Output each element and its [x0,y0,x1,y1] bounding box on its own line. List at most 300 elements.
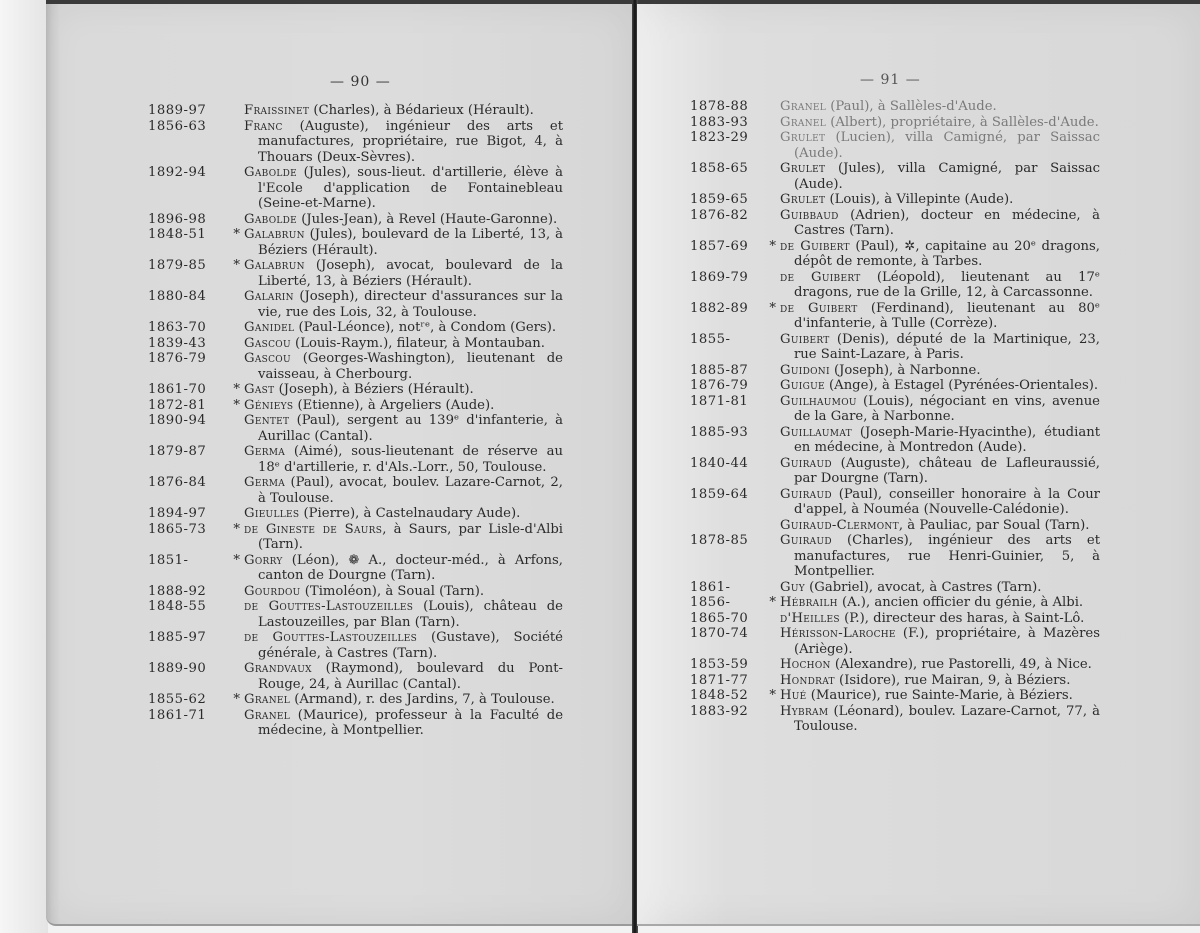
surname: Franc [244,118,283,134]
deceased-star-marker [218,708,244,739]
directory-entry [148,119,563,166]
entry-details: (Charles), ingénieur des arts et manufactures, rue Henri-Guinier, 5, à Montpellier. [794,533,1100,579]
directory-entry [690,394,1100,425]
scan-background [0,0,48,933]
entry-text [244,212,563,228]
deceased-star-marker [754,657,780,673]
directory-entry [148,227,563,258]
surname: Guibbaud [780,207,839,223]
entry-details: (Jules), villa Camigné, par Saissac (Aude). [794,161,1100,192]
entry-text [244,522,563,553]
deceased-star-marker [754,518,780,534]
surname: Gascou [244,351,291,366]
surname: Germa [244,475,286,490]
entry-details: (Joseph), directeur d'assurances sur la vie, rue des Lois, 32, à Toulouse. [258,289,563,320]
deceased-star-marker [218,351,244,382]
entry-years: 1848-55 [148,599,207,614]
deceased-star-marker [754,673,780,689]
entry-details: (Louis), à Villepinte (Aude). [825,192,1014,207]
entry-text [780,518,1100,534]
surname: Guilhaumou [780,393,857,409]
entry-years: 1840-44 [690,455,749,471]
surname: Gieulles [244,506,300,521]
entry-details: (Joseph), à Béziers (Hérault). [274,382,474,397]
deceased-star-marker [218,444,244,475]
directory-entry [690,115,1100,131]
surname: Guibert [800,238,850,254]
surname: Gabolde [244,211,298,227]
directory-entry [690,192,1100,208]
deceased-star-marker [218,103,244,119]
directory-entry [148,351,563,382]
directory-entry [690,688,1100,704]
name-particle: d' [780,610,792,626]
entry-details: (Paul-Léonce), notʳᵉ, à Condom (Gers). [294,320,557,335]
entry-text [244,382,563,398]
entry-details: , à Pauliac, par Soual (Tarn). [898,517,1090,533]
entry-details: (Etienne), à Argeliers (Aude). [293,397,495,413]
deceased-star-marker [754,487,780,518]
entry-years: 1848-51 [148,227,207,242]
surname: Génieys [244,397,294,413]
entry-details: (Paul), ✲, capitaine au 20ᵉ dragons, dépôt de remonte, à Tarbes. [794,238,1100,269]
surname: Guibert [780,331,830,347]
entry-years: 1896-98 [148,211,207,227]
entry-years: 1855-62 [148,692,207,707]
surname: Gouttes-Lastouzeilles [268,599,414,614]
surname: Grulet [780,130,826,145]
directory-entry [690,456,1100,487]
entry-text [244,103,563,119]
directory-entry [148,692,563,708]
entry-text [244,289,563,320]
deceased-star-marker [218,506,244,522]
entry-text [780,363,1100,379]
entry-details: (Louis-Raym.), filateur, à Montauban. [290,335,545,351]
entry-details: (Isidore), rue Mairan, 9, à Béziers. [834,672,1071,688]
entry-text [780,208,1100,239]
entry-details: (Léopold), lieutenant au 17ᵉ dragons, rue de la Grille, 12, à Carcassonne. [794,269,1100,300]
deceased-star-marker: * [769,595,776,610]
surname: Gentet [244,413,290,428]
entry-details: (Jules), sous-lieut. d'artillerie, élève à l'Ecole d'application de Fontainebleau (Seine-et-Marne). [258,165,563,211]
entry-years: 1858-65 [690,161,749,176]
directory-entry [148,413,563,444]
entry-details: (Paul), conseiller honoraire à la Cour d'appel, à Nouméa (Nouvelle-Calédonie). [794,486,1100,517]
entry-details: (Paul), avocat, boulev. Lazare-Carnot, 2, à Toulouse. [258,475,563,506]
entry-details: (Joseph-Marie-Hyacinthe), étudiant en médecine, à Montredon (Aude). [794,424,1100,455]
entry-years: 1865-73 [148,521,207,537]
directory-entry [148,103,563,119]
entry-details: (F.), propriétaire, à Mazères (Ariège). [794,626,1100,657]
surname: Gorry [244,552,283,568]
surname: Hérisson-Laroche [780,626,896,641]
entry-details: , à Saurs, par Lisle-d'Albi (Tarn). [258,521,563,552]
entry-years: 1889-97 [148,103,207,118]
entry-text [780,130,1100,161]
directory-entry [690,673,1100,689]
directory-entry [690,626,1100,657]
surname: Guiraud [780,455,832,471]
deceased-star-marker [218,584,244,600]
entry-years: 1863-70 [148,320,207,335]
entry-years: 1876-79 [148,351,207,366]
deceased-star-marker [218,599,244,630]
entry-years: 1861- [690,579,731,595]
entry-text [244,553,563,584]
entry-years: 1892-94 [148,165,207,180]
surname: Guidoni [780,362,830,378]
surname: Galabrun [244,227,305,242]
surname: Ganidel [244,320,295,335]
entry-years: 1878-85 [690,533,749,548]
entry-details: (Charles), à Bédarieux (Hérault). [309,103,534,118]
deceased-star-marker [218,212,244,228]
entry-text [244,584,563,600]
deceased-star-marker [754,270,780,301]
directory-entry [148,506,563,522]
entry-years: 1848-52 [690,688,749,703]
entry-details: (Denis), député de la Martinique, 23, rue Saint-Lazare, à Paris. [794,331,1100,362]
deceased-star-marker [218,475,244,506]
entry-text [244,475,563,506]
directory-entry [690,378,1100,394]
directory-entry [148,165,563,212]
surname: Guigue [780,378,825,393]
entry-text [244,227,563,258]
entry-text [780,673,1100,689]
entry-years: 1879-87 [148,444,207,459]
deceased-star-marker [754,99,780,115]
entry-text [780,301,1100,332]
directory-entry [690,363,1100,379]
entry-details: (Gabriel), avocat, à Castres (Tarn). [804,579,1042,595]
entry-details: (Louis), négociant en vins, avenue de la Gare, à Narbonne. [794,393,1100,424]
entry-details: (Jules), boulevard de la Liberté, 13, à Béziers (Hérault). [258,227,563,258]
entry-years: 1857-69 [690,238,749,254]
directory-entry [148,444,563,475]
entry-details: (Maurice), professeur à la Faculté de médecine, à Montpellier. [258,707,563,738]
directory-entry [148,630,563,661]
surname: Galarin [244,289,294,304]
entry-years: 1876-79 [690,378,749,393]
entry-text [244,398,563,414]
entry-text [780,456,1100,487]
directory-entry [148,258,563,289]
directory-entry [690,332,1100,363]
entry-years: 1889-90 [148,661,207,676]
entry-text [780,332,1100,363]
surname: Grulet [780,192,826,207]
entry-years: 1885-97 [148,630,207,645]
surname: Guiraud [780,486,832,502]
entry-details: (Adrien), docteur en médecine, à Castres (Tarn). [794,207,1100,238]
directory-entry [690,130,1100,161]
entry-years: 1885-87 [690,362,749,378]
entry-years: 1888-92 [148,583,207,599]
directory-entry [690,704,1100,735]
entry-text [780,239,1100,270]
entry-years: 1883-93 [690,114,749,130]
entry-text [780,270,1100,301]
deceased-star-marker [754,192,780,208]
directory-entry [690,270,1100,301]
deceased-star-marker: * [233,552,240,568]
directory-entry [148,553,563,584]
directory-entry [148,212,563,228]
deceased-star-marker [754,533,780,580]
entry-details: (Pierre), à Castelnaudary Aude). [299,506,521,521]
entry-text [780,611,1100,627]
entry-details: (Armand), r. des Jardins, 7, à Toulouse. [290,692,555,707]
entry-details: (Auguste), ingénieur des arts et manufactures, propriétaire, rue Bigot, 4, à Thouars (Deux-Sèvres). [258,118,563,165]
surname: Guiraud [780,533,832,548]
directory-entry [690,595,1100,611]
entry-details: (Léonard), boulev. Lazare-Carnot, 77, à Toulouse. [794,703,1100,734]
entry-text [780,487,1100,518]
entry-text [780,626,1100,657]
entry-details: (A.), ancien officier du génie, à Albi. [837,595,1084,610]
entry-details: (Joseph), à Narbonne. [829,362,981,378]
directory-entry [148,320,563,336]
directory-entry [690,580,1100,596]
directory-entry [690,657,1100,673]
surname: Guibert [810,269,861,285]
entry-list-left [148,103,563,739]
entry-details: (Maurice), rue Sainte-Marie, à Béziers. [806,688,1073,703]
deceased-star-marker [754,332,780,363]
entry-text [780,688,1100,704]
surname: Hochon [780,657,831,672]
deceased-star-marker [218,661,244,692]
entry-details: (Timoléon), à Soual (Tarn). [300,583,485,599]
deceased-star-marker [754,425,780,456]
surname: Gascou [244,335,291,351]
surname: Hybram [780,703,829,719]
entry-years: 1885-93 [690,424,749,440]
directory-entry [148,336,563,352]
entry-text [780,595,1100,611]
surname: Granel [780,114,827,130]
entry-details: (Lucien), villa Camigné, par Saissac (Aude). [794,130,1100,161]
entry-text [780,161,1100,192]
directory-entry [148,584,563,600]
directory-entry [148,708,563,739]
entry-years: 1869-79 [690,269,749,285]
entry-text [780,394,1100,425]
entry-years: 1871-81 [690,393,749,409]
entry-text [780,533,1100,580]
entry-details: (Louis), château de Lastouzeilles, par Blan (Tarn). [258,599,563,630]
entry-text [244,599,563,630]
entry-text [244,444,563,475]
deceased-star-marker [754,704,780,735]
name-particle: de [244,630,273,645]
entry-years: 1890-94 [148,413,207,428]
surname: Gast [244,382,275,397]
deceased-star-marker: * [769,238,776,254]
surname: Hébrailh [780,595,838,610]
surname: Hué [780,688,807,703]
deceased-star-marker [754,161,780,192]
surname: Gineste de Saurs [265,521,383,537]
deceased-star-marker: * [233,692,240,707]
deceased-star-marker [218,165,244,212]
entry-details: (Jules-Jean), à Revel (Haute-Garonne). [297,211,558,227]
deceased-star-marker: * [233,397,240,413]
deceased-star-marker [754,611,780,627]
entry-details: (Auguste), château de Lafleuraussié, par Dourgne (Tarn). [794,455,1100,486]
entry-text [244,320,563,336]
surname: Fraissinet [244,103,310,118]
deceased-star-marker [218,630,244,661]
page-number-right: — 91 — [860,72,921,88]
entry-years: 1861-71 [148,707,207,723]
surname: Guibert [808,300,858,316]
directory-entry [690,611,1100,627]
deceased-star-marker [218,289,244,320]
entry-text [780,704,1100,735]
directory-entry [690,239,1100,270]
entry-years: 1878-88 [690,99,749,114]
entry-details: (Aimé), sous-lieutenant de réserve au 18ᵉ d'artillerie, r. d'Als.-Lorr., 50, Toulouse. [258,444,563,475]
entry-years: 1861-70 [148,382,207,397]
directory-entry [148,475,563,506]
deceased-star-marker [754,394,780,425]
surname: Germa [244,444,286,459]
name-particle: de [244,599,269,614]
directory-entry [690,208,1100,239]
deceased-star-marker: * [233,521,240,537]
entry-years: 1871-77 [690,672,749,688]
entry-years [690,518,754,534]
surname: Granel [780,99,827,114]
entry-text [244,506,563,522]
deceased-star-marker: * [233,382,240,397]
deceased-star-marker: * [233,258,240,273]
name-particle: de [780,300,808,316]
surname: Grulet [780,161,826,176]
entry-text [244,351,563,382]
entry-years: 1894-97 [148,506,207,521]
deceased-star-marker: * [233,227,240,242]
directory-entry [690,533,1100,580]
entry-text [244,630,563,661]
surname: Guiraud-Clermont [780,517,899,533]
entry-text [780,657,1100,673]
surname: Guy [780,579,805,595]
entry-years: 1872-81 [148,397,207,413]
surname: Heilles [791,610,840,626]
surname: Granel [244,707,291,723]
name-particle: de [244,521,266,537]
entry-text [780,378,1100,394]
deceased-star-marker [218,336,244,352]
entry-years: 1823-29 [690,130,749,145]
entry-years: 1851- [148,552,189,568]
deceased-star-marker [754,580,780,596]
directory-entry [690,425,1100,456]
entry-details: (Raymond), boulevard du Pont-Rouge, 24, à Aurillac (Cantal). [258,661,563,692]
entry-text [780,425,1100,456]
entry-text [244,336,563,352]
entry-years: 1865-70 [690,610,749,626]
entry-years: 1876-82 [690,207,749,223]
entry-text [780,192,1100,208]
deceased-star-marker: * [769,300,776,316]
entry-text [244,258,563,289]
page-number-left: — 90 — [330,74,391,90]
entry-years: 1883-92 [690,703,749,719]
entry-text [244,413,563,444]
entry-text [244,165,563,212]
entry-details: (Georges-Washington), lieutenant de vaisseau, à Cherbourg. [258,351,563,382]
entry-details: (P.), directeur des haras, à Saint-Lô. [839,610,1085,626]
entry-years: 1870-74 [690,626,749,641]
entry-years: 1859-64 [690,486,749,502]
name-particle: de [780,269,811,285]
deceased-star-marker [754,130,780,161]
deceased-star-marker [754,378,780,394]
deceased-star-marker [754,626,780,657]
entry-years: 1876-84 [148,475,207,490]
entry-details: (Ferdinand), lieutenant au 80ᵉ d'infanterie, à Tulle (Corrèze). [794,300,1100,331]
entry-list-right [690,99,1100,735]
entry-years: 1880-84 [148,289,207,304]
directory-entry [690,487,1100,518]
entry-text [244,661,563,692]
deceased-star-marker [754,363,780,379]
surname: Gouttes-Lastouzeilles [272,630,418,645]
directory-entry [148,289,563,320]
entry-details: (Paul), sergent au 139ᵉ d'infanterie, à Aurillac (Cantal). [258,413,563,444]
deceased-star-marker [754,208,780,239]
entry-text [780,115,1100,131]
entry-text [244,119,563,166]
entry-text [244,692,563,708]
deceased-star-marker [218,320,244,336]
directory-entry [148,382,563,398]
entry-years: 1855- [690,331,731,347]
deceased-star-marker [754,456,780,487]
entry-years: 1839-43 [148,335,207,351]
entry-text [780,580,1100,596]
entry-details: (Albert), propriétaire, à Sallèles-d'Aude. [826,114,1099,130]
entry-details: (Gustave), Société générale, à Castres (Tarn). [258,630,563,661]
surname: Gabolde [244,165,298,180]
entry-details: (Joseph), avocat, boulevard de la Liberté, 13, à Béziers (Hérault). [258,258,563,289]
entry-years: 1856- [690,595,731,610]
directory-entry [690,518,1100,534]
directory-entry [148,398,563,414]
entry-details: (Alexandre), rue Pastorelli, 49, à Nice. [830,657,1092,672]
entry-details: (Ange), à Estagel (Pyrénées-Orientales). [824,378,1099,393]
entry-text [244,708,563,739]
surname: Gourdou [244,583,301,599]
surname: Guillaumat [780,424,852,440]
directory-entry [148,522,563,553]
directory-entry [148,599,563,630]
entry-years: 1856-63 [148,118,207,134]
entry-text [780,99,1100,115]
entry-details: (Léon), ❁ A., docteur-méd., à Arfons, canton de Dourgne (Tarn). [258,552,563,583]
directory-entry [690,99,1100,115]
surname: Granel [244,692,291,707]
surname: Galabrun [244,258,305,273]
entry-years: 1859-65 [690,192,749,207]
name-particle: de [780,238,801,254]
deceased-star-marker [218,413,244,444]
